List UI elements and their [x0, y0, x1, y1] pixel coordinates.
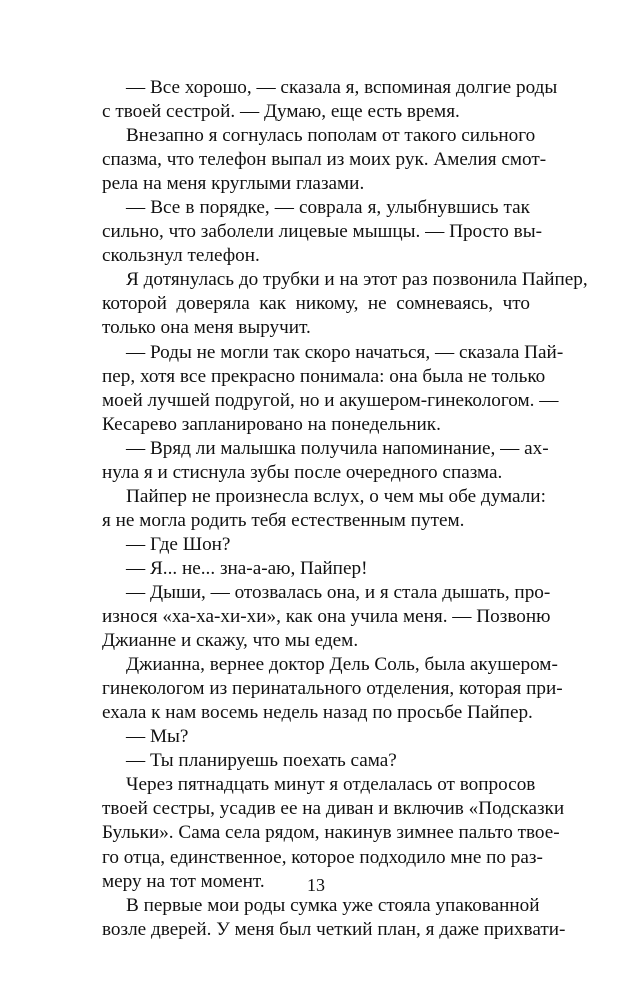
text-line: износя «ха-ха-хи-хи», как она учила меня. — Позвоню	[102, 606, 551, 628]
text-line: пер, хотя все прекрасно понимала: она была не только	[102, 365, 546, 387]
text-line: — Все в порядке, — соврала я, улыбнувшись так	[126, 197, 530, 219]
text-line: твоей сестры, усадив ее на диван и включив «Подсказки	[102, 798, 565, 820]
text-line: скользнул телефон.	[102, 245, 260, 267]
text-line: Через пятнадцать минут я отделалась от вопросов	[126, 774, 536, 796]
text-line: с твоей сестрой. — Думаю, еще есть время.	[102, 101, 460, 123]
text-line: — Ты планируешь поехать сама?	[126, 750, 397, 772]
text-line: меру на тот момент.	[102, 870, 265, 892]
text-line: — Вряд ли малышка получила напоминание, — ах-	[126, 437, 549, 459]
text-line: — Я... не... зна-а-аю, Пайпер!	[126, 557, 368, 579]
text-line: Кесарево запланировано на понедельник.	[102, 413, 441, 435]
text-line: которой доверяла как никому, не сомневаясь, что	[102, 293, 530, 315]
text-line: — Мы?	[126, 726, 189, 748]
text-line: только она меня выручит.	[102, 317, 311, 339]
text-line: Внезапно я согнулась пополам от такого сильного	[126, 125, 536, 147]
text-line: Бульки». Сама села рядом, накинув зимнее пальто твое-	[102, 822, 560, 844]
text-line: спазма, что телефон выпал из моих рук. Амелия смот-	[102, 149, 547, 171]
text-line: — Где Шон?	[126, 533, 231, 555]
text-line: Джианне и скажу, что мы едем.	[102, 630, 359, 652]
text-line: В первые мои роды сумка уже стояла упакованной	[126, 894, 540, 916]
text-line: Пайпер не произнесла вслух, о чем мы обе думали:	[126, 485, 546, 507]
text-line: нула я и стиснула зубы после очередного спазма.	[102, 461, 503, 483]
text-line: ехала к нам восемь недель назад по просьбе Пайпер.	[102, 702, 533, 724]
text-line: Я дотянулась до трубки и на этот раз позвонила Пайпер,	[126, 269, 588, 291]
text-line: Джианна, вернее доктор Дель Соль, была акушером-	[126, 654, 558, 676]
text-line: — Все хорошо, — сказала я, вспоминая долгие роды	[126, 77, 558, 98]
page-number: 13	[307, 875, 325, 895]
text-line: я не могла родить тебя естественным путем.	[102, 509, 465, 531]
text-line: — Роды не могли так скоро начаться, — сказала Пай-	[126, 341, 564, 363]
body-text	[102, 76, 588, 942]
text-line: го отца, единственное, которое подходило мне по раз-	[102, 846, 543, 868]
text-line: гинекологом из перинатального отделения, которая при-	[102, 678, 563, 700]
text-line: сильно, что заболели лицевые мышцы. — Просто вы-	[102, 221, 543, 243]
text-line: рела на меня круглыми глазами.	[102, 173, 365, 195]
text-line: — Дыши, — отозвалась она, и я стала дышать, про-	[126, 581, 551, 603]
text-line: моей лучшей подругой, но и акушером-гинекологом. —	[102, 389, 559, 411]
text-line: возле дверей. У меня был четкий план, я даже прихвати-	[102, 918, 566, 940]
